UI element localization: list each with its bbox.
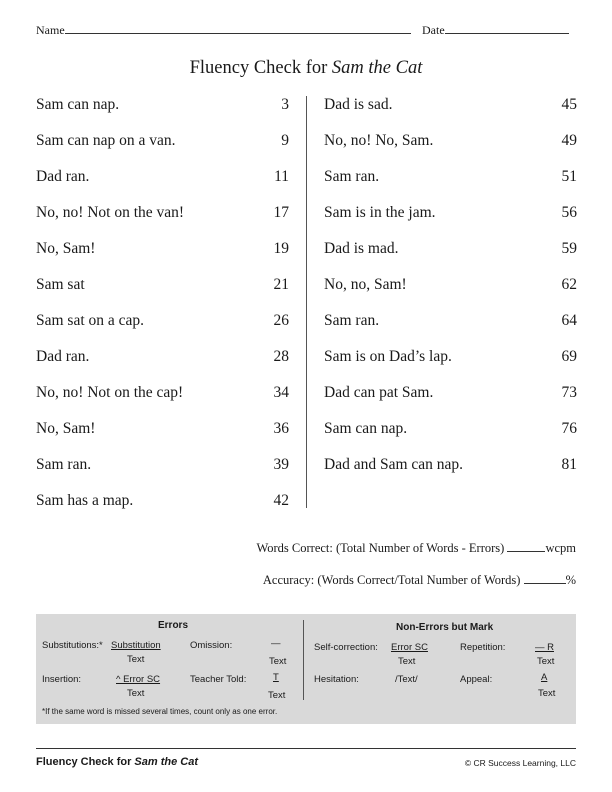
words-correct-line [256,541,576,556]
key-footnote: *If the same word is missed several times, count only as one error. [42,707,278,716]
passage-right-column [324,96,577,492]
word-count: 42 [273,492,289,509]
word-count: 19 [273,240,289,257]
passage-row [324,96,577,132]
word-count: 36 [273,420,289,437]
passage-row [324,276,577,312]
passage-row [36,96,289,132]
word-count: 62 [561,276,577,293]
appeal-mark-text: Text [538,688,556,699]
insertion-mark: ^ Error SC [116,674,161,685]
passage-row [324,384,577,420]
passage-row [324,420,577,456]
word-count: 59 [561,240,577,257]
omission-mark-text: Text [269,656,287,667]
accuracy-blank[interactable] [524,573,566,584]
self-correction-mark: Error SC [391,642,428,653]
sentence: No, no! Not on the van! [36,204,185,221]
words-correct-label: Words Correct: (Total Number of Words - Errors) [256,541,505,555]
omission-label: Omission: [190,640,233,651]
appeal-label: Appeal: [460,674,493,685]
footer-copyright: © CR Success Learning, LLC [464,758,576,768]
word-count: 73 [561,384,577,401]
sentence: Dad can pat Sam. [324,384,434,401]
passage-row [36,420,289,456]
word-count: 51 [561,168,577,185]
passage-row [36,240,289,276]
teacher-told-mark-text: Text [268,690,286,701]
word-count: 3 [281,96,289,113]
footer-rule [36,748,576,749]
passage-row [324,240,577,276]
word-count: 81 [561,456,577,473]
marking-key-box [36,614,576,724]
errors-heading: Errors [158,620,189,631]
insertion-label: Insertion: [42,674,82,685]
passage-row [36,348,289,384]
substitutions-label: Substitutions:* [42,640,103,651]
insertion-mark-text: Text [127,688,145,699]
word-count: 21 [273,276,289,293]
sentence: Sam sat [36,276,85,293]
sentence: Sam can nap on a van. [36,132,176,149]
sentence: Sam is in the jam. [324,204,436,221]
repetition-label: Repetition: [460,642,506,653]
words-correct-blank[interactable] [507,541,545,552]
page-title [0,58,612,79]
date-field[interactable] [422,23,569,38]
passage-row [36,132,289,168]
sentence: No, no! Not on the cap! [36,384,184,401]
word-count: 45 [561,96,577,113]
sentence: Sam ran. [36,456,92,473]
omission-mark: — [271,638,281,649]
footer-title-story: Sam the Cat [134,756,198,768]
word-count: 39 [273,456,289,473]
title-story: Sam the Cat [331,58,423,78]
repetition-mark: — R [535,642,554,653]
sentence: No, no, Sam! [324,276,407,293]
sentence: Sam ran. [324,312,380,329]
self-correction-label: Self-correction: [314,642,378,653]
passage-row [324,168,577,204]
sentence: No, no! No, Sam. [324,132,434,149]
passage-row [324,456,577,492]
sentence: No, Sam! [36,240,96,257]
accuracy-line [263,573,576,588]
accuracy-label: Accuracy: (Words Correct/Total Number of Words) [262,573,521,587]
word-count: 64 [561,312,577,329]
word-count: 26 [273,312,289,329]
word-count: 34 [273,384,289,401]
substitutions-mark: Substitution [111,640,161,651]
passage-row [324,348,577,384]
passage-row [324,312,577,348]
name-label: Name [36,23,65,37]
passage-row [324,132,577,168]
word-count: 9 [281,132,289,149]
sentence: Sam has a map. [36,492,134,509]
sentence: Sam can nap. [324,420,408,437]
teacher-told-label: Teacher Told: [190,674,247,685]
hesitation-label: Hesitation: [314,674,359,685]
name-blank-line[interactable] [65,23,411,34]
date-blank-line[interactable] [445,23,569,34]
appeal-mark: A [541,672,548,683]
sentence: Sam is on Dad’s lap. [324,348,452,365]
word-count: 17 [273,204,289,221]
sentence: Dad is sad. [324,96,393,113]
footer-title-prefix: Fluency Check for [36,756,135,768]
passage-row [36,204,289,240]
key-divider [303,620,304,700]
self-correction-mark-text: Text [398,656,416,667]
word-count: 69 [561,348,577,365]
sentence: Sam can nap. [36,96,120,113]
sentence: Dad is mad. [324,240,399,257]
teacher-told-mark: T [273,672,279,683]
sentence: Dad ran. [36,168,90,185]
accuracy-unit: % [565,573,576,587]
passage-left-column [36,96,289,528]
sentence: Dad and Sam can nap. [324,456,464,473]
passage-row [36,492,289,528]
passage-row [36,384,289,420]
name-field[interactable] [36,23,411,38]
repetition-mark-text: Text [537,656,555,667]
word-count: 11 [274,168,289,185]
word-count: 76 [561,420,577,437]
word-count: 56 [561,204,577,221]
passage-row [36,312,289,348]
sentence: Sam ran. [324,168,380,185]
footer-title [36,756,198,768]
sentence: Dad ran. [36,348,90,365]
word-count: 49 [561,132,577,149]
passage-row [36,456,289,492]
passage-row [36,276,289,312]
hesitation-mark: /Text/ [395,674,418,685]
word-count: 28 [273,348,289,365]
title-prefix: Fluency Check for [189,58,332,78]
sentence: Sam sat on a cap. [36,312,145,329]
sentence: No, Sam! [36,420,96,437]
passage-row [324,204,577,240]
non-errors-heading: Non-Errors but Mark [396,622,494,633]
passage-row [36,168,289,204]
column-divider [306,96,307,508]
date-label: Date [422,23,445,37]
substitutions-mark-text: Text [127,654,145,665]
words-correct-unit: wcpm [545,541,576,555]
